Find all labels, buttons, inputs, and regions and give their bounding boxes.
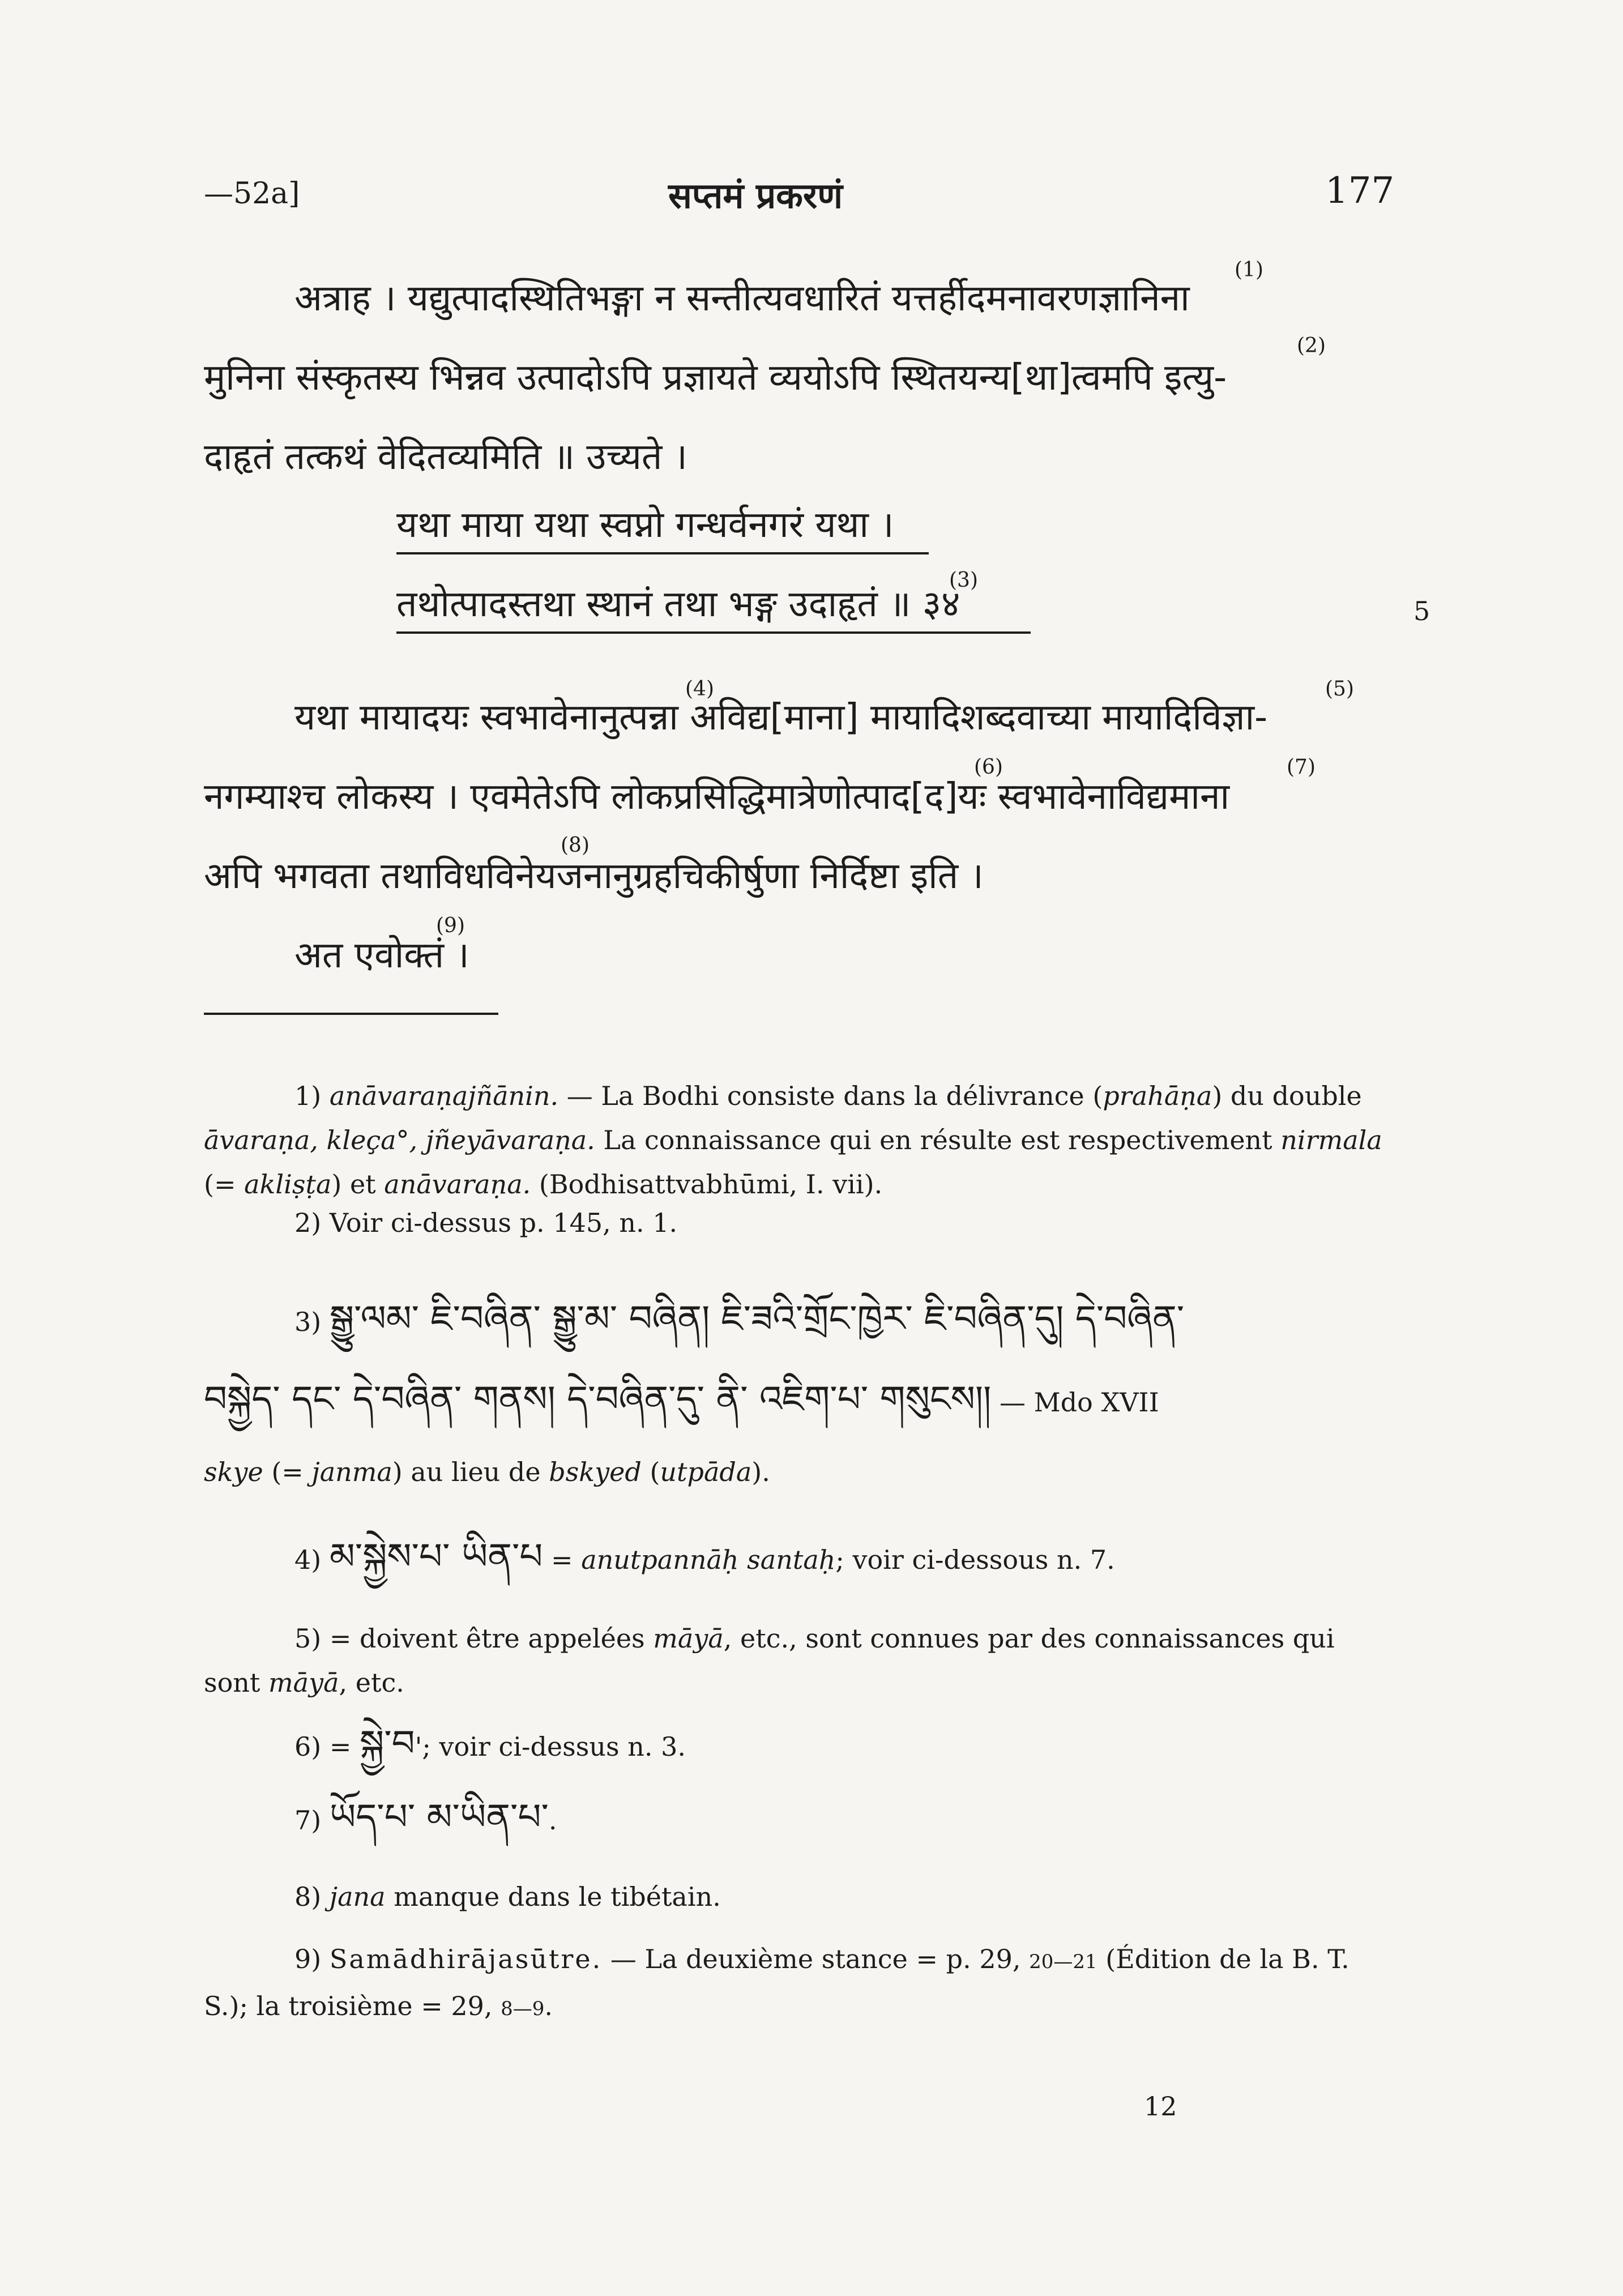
note-ref-8: (8): [561, 834, 590, 857]
footnote-7: 7) ཡོད་པ་ མ་ཡིན་པ་.: [294, 1796, 557, 1838]
note-ref-6: (6): [974, 756, 1003, 779]
sanskrit-line: अत्राह । यद्युत्पादस्थितिभङ्गा न सन्तीत्यवधारितं यत्तर्हीदमनावरणज्ञानिना: [294, 278, 1190, 319]
footnote-3-line-2: བསྐྱེད་ དང་ དེ་བཞིན་ གནས། དེ་བཞིན་དུ་ ནི་ འཇིག་པ་ གསུངས།། — Mdo XVII: [204, 1379, 1159, 1420]
header-chapter-title: सप्तमं प्रकरणं: [668, 175, 843, 216]
note-ref-3: (3): [949, 569, 978, 592]
header-folio-ref: —52a]: [204, 177, 300, 211]
footnote-6: 6) = སྐྱེ་བ'; voir ci-dessus n. 3.: [294, 1723, 686, 1765]
signature-mark: 12: [1144, 2091, 1177, 2122]
sanskrit-line: नगम्याश्च लोकस्य । एवमेतेऽपि लोकप्रसिद्धिमात्रेणोत्पाद[द]यः स्वभावेनाविद्यमाना: [204, 776, 1230, 818]
sanskrit-line: दाहृतं तत्कथं वेदितव्यमिति ॥ उच्यते ।: [204, 436, 687, 478]
sanskrit-line: अपि भगवता तथाविधविनेयजनानुग्रहचिकीर्षुणा निर्दिष्टा इति ।: [204, 855, 984, 897]
note-ref-7: (7): [1287, 756, 1316, 779]
footnote-5: 5) = doivent être appelées māyā, etc., sont connues par des connaissances qui sont māyā, etc.: [204, 1623, 1335, 1698]
note-ref-1: (1): [1235, 258, 1263, 281]
footnote-4: 4) མ་སྐྱེས་པ་ ཡིན་པ = anutpannāḥ santaḥ; voir ci-dessous n. 7.: [294, 1536, 1115, 1578]
note-ref-4: (4): [685, 677, 714, 701]
footnote-3-line-3: skye (= janma) au lieu de bskyed (utpāda).: [204, 1457, 770, 1487]
page-number: 177: [1325, 170, 1395, 212]
verse-line-1: यथा माया यथा स्वप्नो गन्धर्वनगरं यथा ।: [396, 498, 929, 554]
line-number: 5: [1413, 596, 1430, 626]
sanskrit-line: मुनिना संस्कृतस्य भिन्नव उत्पादोऽपि प्रज्ञायते व्ययोऽपि स्थितयन्य[था]त्वमपि इत्यु-: [204, 357, 1227, 399]
sanskrit-line: यथा मायादयः स्वभावेनानुत्पन्ना अविद्य[माना] मायादिशब्दवाच्या मायादिविज्ञा-: [294, 697, 1268, 739]
verse-line-2: तथोत्पादस्तथा स्थानं तथा भङ्ग उदाहृतं ॥ ३४: [396, 578, 1031, 634]
note-ref-2: (2): [1297, 334, 1326, 357]
note-ref-5: (5): [1325, 677, 1354, 701]
footnote-2: 2) Voir ci-dessus p. 145, n. 1.: [294, 1207, 678, 1238]
footnote-8: 8) jana manque dans le tibétain.: [294, 1881, 721, 1912]
footnote-1: 1) anāvaraṇajñānin. — La Bodhi consiste dans la délivrance (prahāṇa) du double āvaraṇa, kleça°, jñeyāvaraṇa. La connaissance qui en résulte est respectivement nirmala (= akliṣṭa) et anāvaraṇa. (Bodhisattvabhūmi, I. vii).: [204, 1081, 1382, 1200]
footnote-separator: [204, 1013, 498, 1015]
footnote-3-line-1: 3) སྒྱུ་ལམ་ ཇི་བཞིན་ སྒྱུ་མ་ བཞིན། ཇི་ཟའི་གྲོང་ཁྱེར་ ཇི་བཞིན་དུ། དེ་བཞིན་: [294, 1298, 1185, 1340]
note-ref-9: (9): [436, 914, 465, 937]
sanskrit-line: अत एवोक्तं ।: [294, 934, 469, 976]
footnote-9: 9) Samādhirājasūtre. — La deuxième stance = p. 29, 20—21 (Édition de la B. T. S.); la troisième = 29, 8—9.: [204, 1944, 1349, 2021]
